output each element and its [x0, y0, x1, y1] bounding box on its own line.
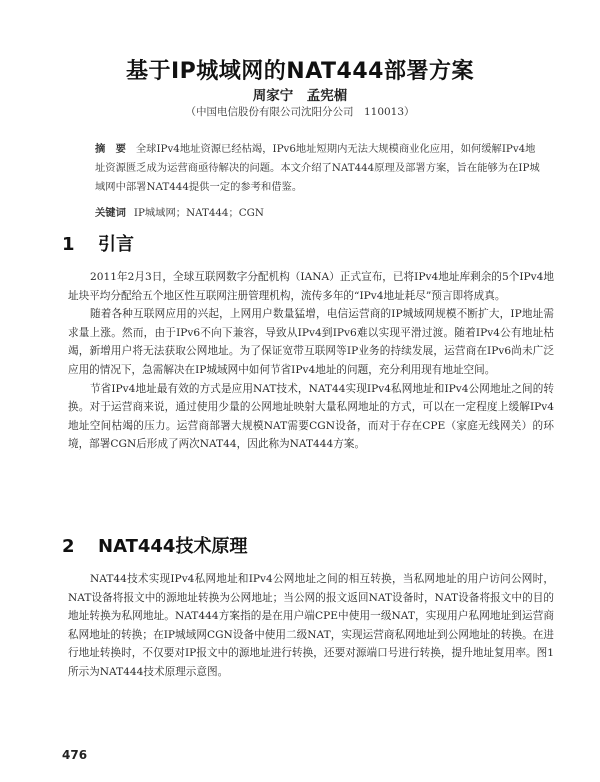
paper-title: 基于IP城域网的NAT444部署方案	[126, 59, 474, 84]
section-heading-intro	[62, 230, 134, 256]
paragraph: 节省IPv4地址最有效的方式是应用NAT技术，NAT44实现IPv4私网地址和IPv4公网地址之间的转换。对于运营商来说，通过使用少量的公网地址映射大量私网地址的方式，可以在一定程度上缓解IPv4地址空间枯竭的压力。运营商部署大规模NAT需要CGN设备，而对于存在CPE（家庭无线网关）的环境，部署CGN后形成了两次NAT44，因此称为NAT444方案。	[68, 382, 554, 451]
abstract-block	[95, 140, 545, 197]
abstract-label: 摘 要	[95, 143, 126, 155]
keywords-block	[95, 204, 545, 219]
abstract-text: 全球IPv4地址资源已经枯竭，IPv6地址短期内无法大规模商业化应用，如何缓解IPv4地址资源匮乏成为运营商亟待解决的问题。本文介绍了NAT444原理及部署方案，旨在能够为在IP城域网中部署NAT444提供一定的参考和借鉴。	[95, 143, 540, 193]
paper-authors: 周家宁 孟宪楣	[252, 88, 348, 104]
section-title: 引言	[98, 234, 134, 255]
page-number: 476	[62, 748, 88, 762]
author-affiliation: （中国电信股份有限公司沈阳分公司 110013）	[185, 106, 415, 118]
section-body-nat444	[68, 570, 554, 682]
section-body-intro	[68, 268, 554, 454]
keywords-text: IP城域网；NAT444；CGN	[133, 207, 264, 219]
paragraph: NAT44技术实现IPv4私网地址和IPv4公网地址之间的相互转换，当私网地址的用户访问公网时，NAT设备将报文中的源地址转换为公网地址；当公网的报文返回NAT设备时，NAT设备将报文中的目的地址转换为私网地址。NAT444方案指的是在用户端CPE中使用一级NAT，实现用户私网地址到运营商私网地址的转换；在IP城域网CGN设备中使用二级NAT，实现运营商私网地址到公网地址的转换。在进行地址转换时，不仅要对IP报文中的源地址进行转换，还要对源端口号进行转换，提升地址复用率。图1所示为NAT444技术原理示意图。	[68, 573, 554, 678]
keywords-label: 关键词	[95, 207, 126, 219]
paragraph: 2011年2月3日，全球互联网数字分配机构（IANA）正式宣布，已将IPv4地址库剩余的5个IPv4地址块平均分配给五个地区性互联网注册管理机构，流传多年的“IPv4地址耗尽”预言即将成真。	[68, 271, 554, 302]
paragraph: 随着各种互联网应用的兴起，上网用户数量猛增，电信运营商的IP城域网规模不断扩大，IP地址需求量上涨。然而，由于IPv6不向下兼容，导致从IPv4到IPv6难以实现平滑过渡。随着IPv4公有地址枯竭，新增用户将无法获取公网地址。为了保证宽带互联网等IP业务的持续发展，运营商在IPv6尚未广泛应用的情况下，急需解决在IP城域网中如何节省IPv4地址的问题，充分利用现有地址空间。	[68, 308, 554, 376]
section-title: NAT444技术原理	[98, 536, 248, 557]
section-number: 1	[62, 234, 75, 255]
section-heading-nat444	[62, 532, 247, 558]
section-number: 2	[62, 536, 75, 557]
